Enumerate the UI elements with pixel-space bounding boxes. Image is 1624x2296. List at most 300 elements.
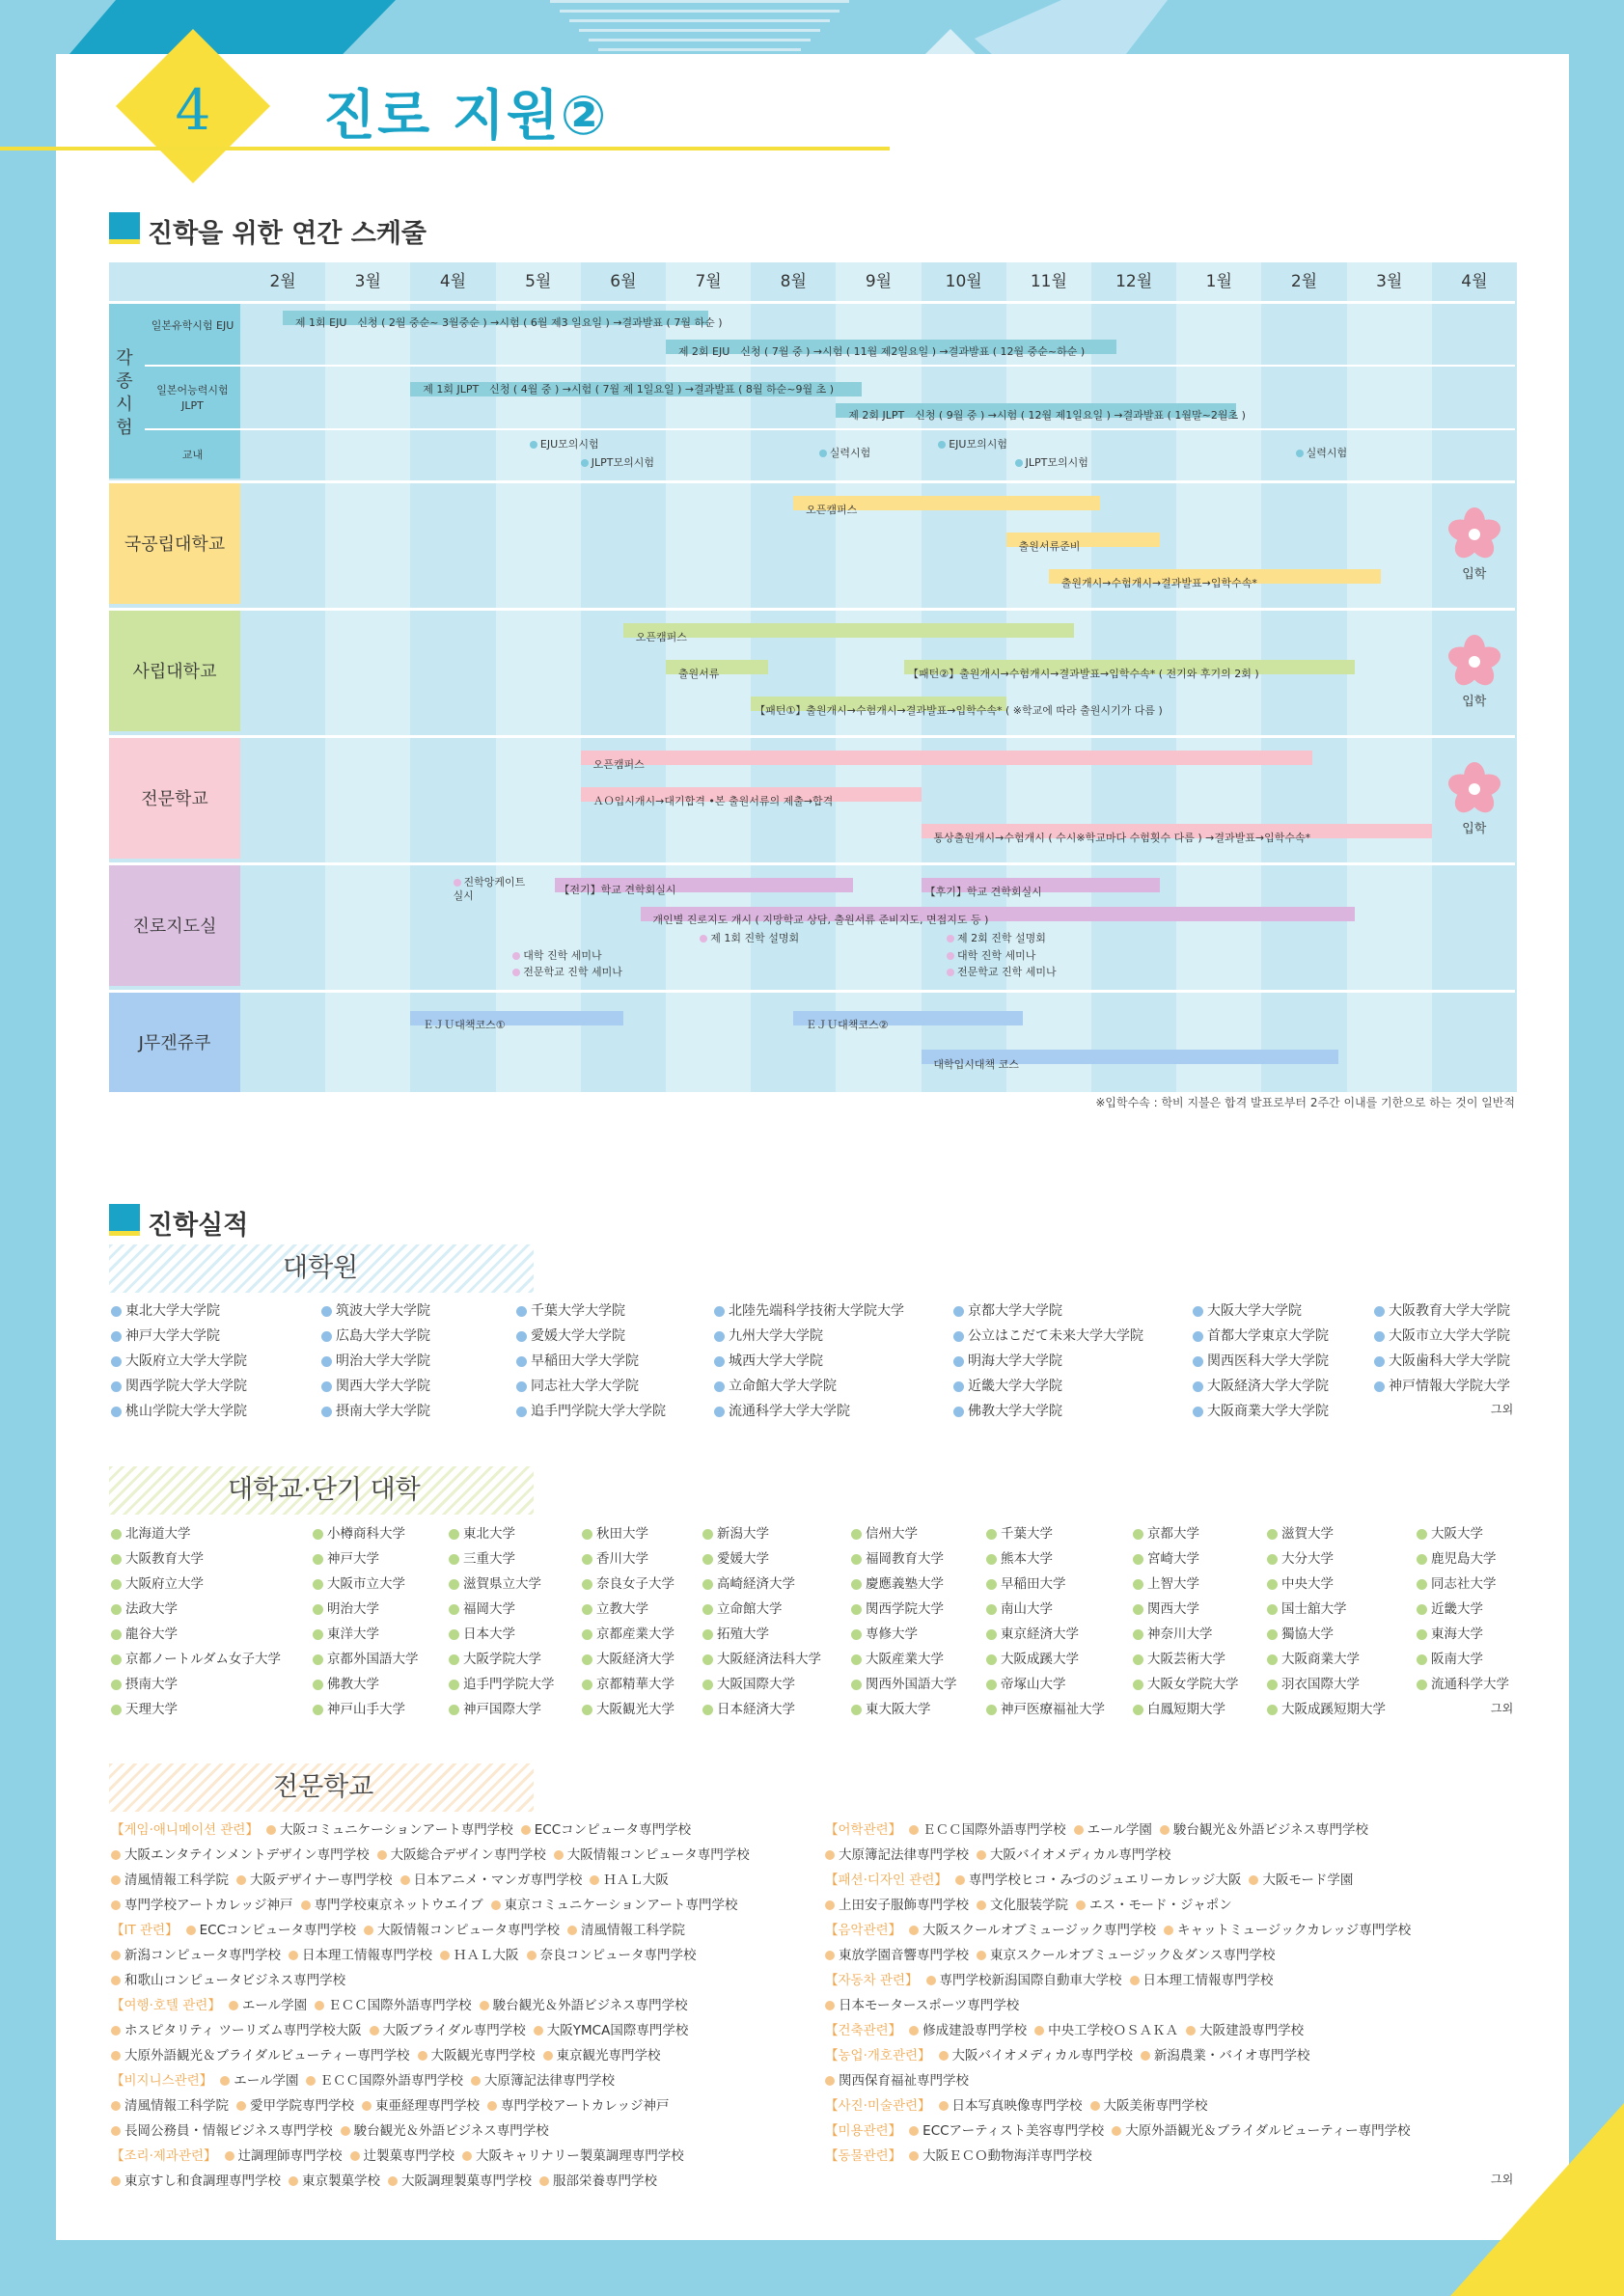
bullet-icon	[449, 1629, 459, 1640]
vocational-line	[825, 1843, 1170, 1868]
schedule-event	[819, 447, 871, 460]
schedule-bar-label: 출원서류준비	[1018, 540, 1081, 553]
bullet-icon	[521, 1825, 531, 1835]
vocational-line	[111, 1843, 750, 1868]
bullet-icon	[313, 1604, 323, 1615]
bullet-icon	[266, 1825, 276, 1835]
schedule-bar-label: 제 2회 JLPT 신청 ( 9월 중 ) →시험 ( 12월 제1일요일 ) →결과발표 ( 1월말~2월초 )	[848, 409, 1246, 422]
row-divider	[109, 735, 1515, 738]
vocational-category: 【미용관련】	[825, 2123, 902, 2139]
vocational-line	[825, 2093, 1208, 2118]
grad-school-name: 大阪大学大学院	[1207, 1303, 1302, 1319]
bullet-icon	[714, 1381, 725, 1392]
month-label: 12월	[1115, 272, 1153, 291]
university-name: 京都ノートルダム女子大学	[125, 1652, 282, 1667]
bullet-icon	[1133, 1654, 1143, 1665]
grad-school-name: 九州大学大学院	[729, 1328, 823, 1344]
university-name: 神戸山手大学	[327, 1702, 405, 1717]
university-name: 立教大学	[596, 1601, 648, 1617]
bullet-icon	[516, 1407, 527, 1417]
vocational-school-name: 専門学校アートカレッジ神戸	[501, 2098, 670, 2114]
bullet-icon	[851, 1529, 862, 1540]
month-label: 5월	[525, 272, 552, 291]
event-dot	[947, 969, 954, 976]
vocational-line	[111, 2018, 688, 2043]
university-item	[1133, 1547, 1199, 1567]
bullet-icon	[825, 2076, 835, 2086]
university-item	[702, 1648, 821, 1667]
bullet-icon	[313, 1629, 323, 1640]
vocational-school-name: 東京すし和食調理専門学校	[124, 2173, 281, 2189]
grad-school-item	[111, 1300, 220, 1320]
grad-heading	[109, 1244, 534, 1293]
grad-school-name: 神戸大学大学院	[125, 1328, 220, 1344]
schedule-bar-label: 대학입시대책 코스	[933, 1058, 1019, 1071]
vocational-category: 【게임·애니메이션 관련】	[111, 1822, 259, 1838]
bullet-icon	[955, 1875, 965, 1885]
row-label-jmugen: J무겐쥬쿠	[138, 1033, 211, 1053]
university-name: 滋賀県立大学	[463, 1576, 541, 1592]
bullet-icon	[1193, 1407, 1203, 1417]
university-name: 上智大学	[1147, 1576, 1199, 1592]
event-dot	[1296, 450, 1304, 457]
grad-heading-text: 대학원	[283, 1253, 359, 1283]
footnote: ※입학수속 : 학비 지불은 합격 발표로부터 2주간 이내를 기한으로 하는 것이 일반적	[1095, 1096, 1515, 1109]
grad-school-name: 佛教大学大学院	[968, 1404, 1062, 1419]
vocational-school-name: 清風情報工科学院	[124, 2098, 229, 2114]
bullet-icon	[350, 2151, 360, 2161]
vocational-school-name: ホスピタリティ ツーリズム専門学校大阪	[124, 2023, 362, 2038]
bullet-icon	[986, 1680, 997, 1690]
bullet-icon	[1417, 1579, 1427, 1590]
vocational-school-name: 大阪スクールオブミュージック専門学校	[922, 1923, 1156, 1938]
university-item	[1267, 1522, 1334, 1542]
vocational-line	[825, 1893, 1232, 1918]
bullet-icon	[1133, 1604, 1143, 1615]
vocational-school-name: ＥＣＣ国際外語専門学校	[922, 1822, 1066, 1838]
university-name: 白鳳短期大学	[1147, 1702, 1225, 1717]
vocational-school-name: 大阪YMCA国際専門学校	[546, 2023, 689, 2038]
bullet-icon	[370, 2026, 379, 2036]
university-item	[851, 1547, 944, 1567]
bullet-icon	[1130, 1976, 1140, 1985]
row-label-jlpt: 일본어능력시험 JLPT	[156, 384, 229, 412]
bullet-icon	[909, 2151, 919, 2161]
grad-school-item	[953, 1376, 1062, 1395]
bullet-icon	[418, 2051, 427, 2061]
bullet-icon	[851, 1680, 862, 1690]
bullet-icon	[909, 1926, 919, 1935]
vocational-line	[825, 1818, 1368, 1843]
vocational-school-name: 日本理工情報専門学校	[302, 1948, 432, 1963]
vocational-school-name: 大阪情報コンピュータ専門学校	[566, 1847, 750, 1863]
university-item	[313, 1547, 379, 1567]
university-name: 京都外国語大学	[327, 1652, 419, 1667]
university-name: 阪南大学	[1431, 1652, 1483, 1667]
grad-school-item	[1374, 1351, 1510, 1370]
grad-school-name: 大阪歯科大学大学院	[1389, 1353, 1510, 1369]
vocational-school-name: 東京スクールオブミュージック＆ダンス専門学校	[990, 1948, 1276, 1963]
grad-school-name: 摂南大学大学院	[336, 1404, 430, 1419]
vocational-school-name: 日本アニメ・マンガ専門学校	[413, 1872, 583, 1888]
bullet-icon	[714, 1356, 725, 1367]
month-label: 2월	[1290, 272, 1318, 291]
university-name: 東京経済大学	[1001, 1626, 1079, 1642]
schedule-bar-label: 【후기】학교 견학회실시	[924, 886, 1042, 898]
bullet-icon	[516, 1331, 527, 1342]
university-item	[449, 1698, 541, 1717]
schedule-event	[512, 966, 622, 979]
university-item	[702, 1623, 769, 1642]
university-item	[1133, 1623, 1213, 1642]
vocational-school-name: 大原外語観光＆ブライダルビューティー専門学校	[124, 2048, 410, 2064]
month-label: 8월	[780, 272, 807, 291]
university-name: 関西大学	[1147, 1601, 1199, 1617]
bullet-icon	[111, 1331, 122, 1342]
event-label: 진학앙케이트 실시	[453, 876, 526, 902]
schedule-event	[947, 932, 1046, 945]
university-name: 関西学院大学	[866, 1601, 944, 1617]
bullet-icon	[1417, 1654, 1427, 1665]
vocational-school-name: 辻調理師専門学校	[237, 2148, 343, 2164]
vocational-school-name: エス・モード・ジャポン	[1089, 1898, 1232, 1913]
bullet-icon	[321, 1356, 332, 1367]
university-item	[1133, 1698, 1225, 1717]
page-title: 진로 지원②	[323, 85, 609, 148]
bullet-icon	[986, 1579, 997, 1590]
university-item	[449, 1572, 541, 1592]
bullet-icon	[1193, 1306, 1203, 1317]
grad-school-item	[714, 1401, 850, 1420]
bullet-icon	[111, 2101, 121, 2111]
vocational-line	[111, 1993, 688, 2018]
university-name: 大阪女学院大学	[1147, 1677, 1239, 1692]
row-label-eju: 일본유학시험 EJU	[151, 319, 234, 332]
university-item	[986, 1648, 1079, 1667]
row-label-school: 교내	[181, 449, 204, 461]
university-item	[702, 1522, 769, 1542]
grad-school-item	[714, 1326, 823, 1345]
vocational-school-name: 東京コミュニケーションアート専門学校	[504, 1898, 738, 1913]
bullet-icon	[953, 1381, 964, 1392]
university-item	[1133, 1673, 1239, 1692]
decor-triangle-bottom-right	[1450, 2103, 1624, 2296]
vocational-school-name: 上田安子服飾専門学校	[839, 1898, 969, 1913]
vocational-school-name: 奈良コンピュータ専門学校	[539, 1948, 697, 1963]
univ-etc: 그외	[1491, 1702, 1514, 1715]
month-column	[240, 262, 326, 1092]
row-divider	[109, 862, 1515, 865]
schedule-event	[1015, 456, 1088, 470]
bullet-icon	[1090, 2101, 1100, 2111]
grad-school-name: 追手門学院大学大学院	[531, 1404, 666, 1419]
bullet-icon	[534, 2026, 543, 2036]
university-item	[111, 1673, 178, 1692]
university-name: 鹿児島大学	[1431, 1551, 1497, 1567]
event-label: 대학 진학 세미나	[957, 949, 1036, 962]
event-label: 제 1회 진학 설명회	[710, 932, 800, 944]
month-label: 1월	[1205, 272, 1232, 291]
university-item	[111, 1623, 178, 1642]
vocational-category: 【자동차 관련】	[825, 1973, 919, 1988]
bullet-icon	[909, 2026, 919, 2036]
event-label: 전문학교 진학 세미나	[523, 966, 622, 978]
vocational-school-name: 新潟農業・バイオ専門学校	[1153, 2048, 1310, 2064]
vocational-line	[111, 1943, 697, 1968]
vocational-school-name: エール学園	[234, 2073, 299, 2089]
event-dot	[454, 879, 461, 887]
university-name: 京都大学	[1147, 1526, 1199, 1542]
bullet-icon	[364, 1926, 373, 1935]
university-name: 天理大学	[125, 1702, 178, 1717]
university-name: 法政大学	[125, 1601, 178, 1617]
bullet-icon	[702, 1529, 713, 1540]
schedule-bar-label: 통상출원개시→수험개시 ( 수시※학교마다 수험횟수 다름 ) →결과발표→입학수속*	[933, 832, 1311, 844]
bullet-icon	[986, 1705, 997, 1715]
month-label: 3월	[1376, 272, 1403, 291]
vocational-school-name: エール学園	[241, 1998, 308, 2013]
schedule-bar-label: 오픈캠퍼스	[635, 631, 687, 643]
vocational-line	[111, 2068, 615, 2093]
bullet-icon	[590, 1875, 599, 1885]
grad-school-item	[321, 1376, 430, 1395]
vocational-school-name: ＨＡＬ大阪	[454, 1948, 519, 1963]
university-name: 東洋大学	[327, 1626, 379, 1642]
bullet-icon	[111, 1554, 122, 1565]
grad-school-name: 城西大学大学院	[729, 1353, 823, 1369]
bullet-icon	[111, 1579, 122, 1590]
university-item	[1267, 1547, 1334, 1567]
grad-school-name: 関西医科大学大学院	[1207, 1353, 1329, 1369]
university-name: 近畿大学	[1431, 1601, 1483, 1617]
vocational-line	[825, 2018, 1304, 2043]
university-name: 大阪大学	[1431, 1526, 1483, 1542]
vocational-school-name: 日本写真映像専門学校	[951, 2098, 1083, 2114]
schedule-bar-label: ＡＯ입시개시→대기합격 •본 출원서류의 제출→합격	[592, 795, 834, 807]
bullet-icon	[714, 1331, 725, 1342]
vocational-line	[111, 1818, 691, 1843]
bullet-icon	[582, 1554, 592, 1565]
grad-school-item	[953, 1300, 1062, 1320]
grad-school-item	[321, 1300, 430, 1320]
bullet-icon	[986, 1604, 997, 1615]
vocational-school-name: 修成建設専門学校	[922, 2023, 1028, 2038]
grad-school-name: 東北大学大学院	[125, 1303, 220, 1319]
bullet-icon	[1193, 1381, 1203, 1392]
vocational-category: 【비지니스관련】	[111, 2073, 213, 2089]
grad-school-item	[1193, 1326, 1329, 1345]
month-label: 10월	[945, 272, 982, 291]
university-item	[313, 1648, 419, 1667]
vocational-school-name: 長岡公務員・情報ビジネス専門学校	[124, 2123, 333, 2139]
schedule-event	[1296, 447, 1348, 460]
university-name: 明治大学	[327, 1601, 379, 1617]
bullet-icon	[321, 1306, 332, 1317]
bullet-icon	[1267, 1554, 1278, 1565]
bullet-icon	[1374, 1331, 1385, 1342]
bullet-icon	[313, 1579, 323, 1590]
bullet-icon	[289, 2176, 298, 2186]
vocational-school-name: ECCコンピュータ専門学校	[199, 1923, 356, 1938]
schedule-bar-label: 오픈캠퍼스	[806, 504, 858, 516]
bullet-icon	[539, 2176, 549, 2186]
grad-school-name: 広島大学大学院	[336, 1328, 430, 1344]
bullet-icon	[986, 1629, 997, 1640]
vocational-school-name: 大阪情報コンピュータ専門学校	[377, 1923, 560, 1938]
bullet-icon	[1141, 2051, 1150, 2061]
university-item	[851, 1598, 944, 1617]
university-item	[313, 1673, 379, 1692]
grad-school-name: 近畿大学大学院	[968, 1379, 1062, 1394]
bullet-icon	[1374, 1356, 1385, 1367]
bullet-icon	[449, 1705, 459, 1715]
university-item	[1417, 1673, 1509, 1692]
university-item	[1417, 1648, 1483, 1667]
schedule-bar-label: 제 1회 JLPT 신청 ( 4월 중 ) →시험 ( 7월 제 1일요일 ) →결과발표 ( 8월 하순~9월 초 )	[423, 383, 835, 396]
bullet-icon	[1186, 2026, 1196, 2036]
university-item	[1267, 1698, 1386, 1717]
bullet-icon	[111, 1604, 122, 1615]
grad-school-item	[111, 1326, 220, 1345]
event-dot	[938, 441, 946, 449]
university-item	[582, 1673, 674, 1692]
bullet-icon	[449, 1554, 459, 1565]
university-name: 慶應義塾大学	[866, 1576, 944, 1592]
grad-school-name: 桃山学院大学大学院	[125, 1404, 247, 1419]
bullet-icon	[977, 1951, 986, 1960]
bullet-icon	[111, 1306, 122, 1317]
grad-school-item	[953, 1351, 1062, 1370]
vocational-school-name: エール学園	[1087, 1822, 1152, 1838]
sakura-icon	[1445, 760, 1503, 818]
grad-school-name: 関西大学大学院	[336, 1379, 430, 1394]
university-item	[449, 1648, 541, 1667]
vocational-category: 【동물관련】	[825, 2148, 902, 2164]
bullet-icon	[449, 1579, 459, 1590]
bullet-icon	[977, 1850, 986, 1860]
schedule-bar-label: ＥＪＵ대책코스①	[423, 1019, 506, 1031]
university-name: 関西外国語大学	[866, 1677, 957, 1692]
university-name: 同志社大学	[1431, 1576, 1497, 1592]
vocational-line	[111, 1893, 737, 1918]
bullet-icon	[440, 1951, 450, 1960]
bullet-icon	[582, 1579, 592, 1590]
event-dot	[819, 450, 827, 457]
grad-school-name: 神戸情報大学院大学	[1389, 1379, 1510, 1394]
university-item	[111, 1572, 204, 1592]
schedule-bar	[623, 623, 1074, 638]
university-item	[851, 1572, 944, 1592]
bullet-icon	[480, 2001, 489, 2010]
bullet-icon	[851, 1604, 862, 1615]
schedule-bar-label: 【패턴②】출원개시→수험개시→결과발표→입학수속* ( 전기와 후기의 2회 )	[907, 668, 1259, 680]
event-label: JLPT모의시험	[591, 456, 655, 469]
bullet-icon	[582, 1604, 592, 1615]
university-name: 神戸医療福祉大学	[1001, 1702, 1105, 1717]
voc-heading	[109, 1763, 534, 1812]
vocational-category: 【건축관련】	[825, 2023, 902, 2038]
entrance-label: 입학	[1462, 567, 1487, 582]
schedule-event	[938, 438, 1007, 451]
bullet-icon	[321, 1381, 332, 1392]
bullet-icon	[289, 1951, 298, 1960]
university-name: 日本大学	[463, 1626, 515, 1642]
voc-heading-text: 전문학교	[273, 1772, 374, 1802]
bullet-icon	[313, 1680, 323, 1690]
event-label: 실력시험	[829, 447, 871, 459]
vocational-school-name: 愛甲学院専門学校	[250, 2098, 354, 2114]
bullet-icon	[702, 1654, 713, 1665]
university-item	[702, 1547, 769, 1567]
university-name: 大阪教育大学	[125, 1551, 204, 1567]
vocational-school-name: 大阪デザイナー専門学校	[250, 1872, 393, 1888]
bullet-icon	[313, 1554, 323, 1565]
event-label: JLPT모의시험	[1025, 456, 1088, 469]
bullet-icon	[1267, 1604, 1278, 1615]
university-name: 大阪産業大学	[866, 1652, 944, 1667]
university-name: 大阪芸術大学	[1147, 1652, 1225, 1667]
university-name: 龍谷大学	[125, 1626, 178, 1642]
university-item	[313, 1623, 379, 1642]
university-item	[986, 1547, 1053, 1567]
month-column	[325, 262, 411, 1092]
bullet-icon	[1074, 1825, 1084, 1835]
event-dot	[581, 459, 589, 467]
grad-school-item	[516, 1300, 625, 1320]
row-label-private: 사립대학교	[132, 662, 217, 682]
vocational-school-name: 清風情報工科学院	[124, 1872, 229, 1888]
vocational-school-name: 大原簿記法律専門学校	[839, 1847, 969, 1863]
bullet-icon	[977, 1900, 986, 1910]
grad-school-name: 関西学院大学大学院	[125, 1379, 247, 1394]
row-divider	[145, 428, 1515, 430]
bullet-icon	[111, 2126, 121, 2136]
bullet-icon	[111, 1356, 122, 1367]
university-item	[449, 1673, 555, 1692]
bullet-icon	[313, 1705, 323, 1715]
bullet-icon	[939, 2101, 949, 2111]
bullet-icon	[582, 1529, 592, 1540]
grad-school-item	[714, 1376, 837, 1395]
bullet-icon	[1133, 1680, 1143, 1690]
bullet-icon	[825, 1850, 835, 1860]
vocational-category: 【어학관련】	[825, 1822, 902, 1838]
sakura-icon	[1445, 633, 1503, 691]
grad-school-name: 早稲田大学大学院	[531, 1353, 639, 1369]
vocational-category: 【패션·디자인 관련】	[825, 1872, 948, 1888]
vocational-school-name: 清風情報工科学院	[581, 1923, 685, 1938]
vocational-school-name: 大阪キャリナリー製菓調理専門学校	[476, 2148, 684, 2164]
bullet-icon	[306, 2076, 316, 2086]
row-divider	[109, 301, 1515, 304]
bullet-icon	[939, 2051, 949, 2061]
event-label: EJU모의시험	[949, 438, 1007, 451]
university-item	[582, 1598, 648, 1617]
bullet-icon	[1267, 1629, 1278, 1640]
vocational-line	[111, 2118, 549, 2144]
university-name: 神戸国際大学	[463, 1702, 541, 1717]
bullet-icon	[111, 1900, 121, 1910]
university-name: 北海道大学	[125, 1526, 191, 1542]
bullet-icon	[702, 1579, 713, 1590]
bullet-icon	[851, 1705, 862, 1715]
bullet-icon	[825, 2001, 835, 2010]
university-item	[1417, 1572, 1497, 1592]
university-item	[582, 1572, 674, 1592]
bullet-icon	[111, 1875, 121, 1885]
bullet-icon	[487, 2101, 497, 2111]
university-name: 大阪国際大学	[717, 1677, 795, 1692]
